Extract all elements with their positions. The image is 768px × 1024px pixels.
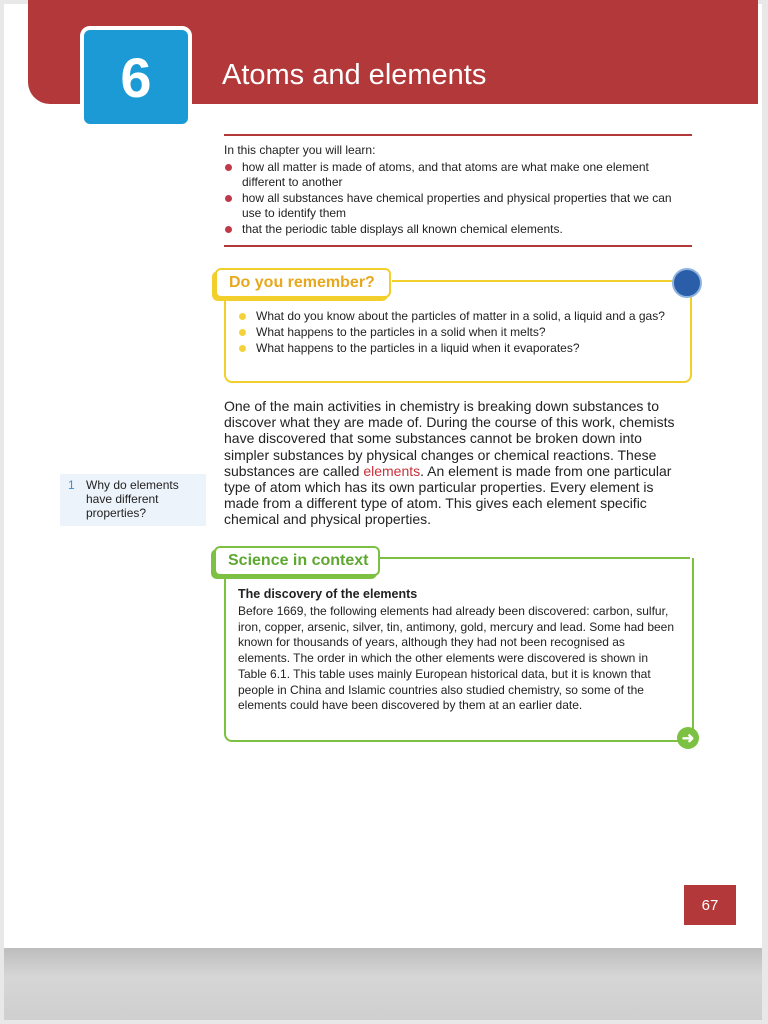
learning-item-text: how all matter is made of atoms, and that atoms are what make one element different to another	[242, 160, 649, 189]
bullet-icon	[225, 195, 232, 202]
bullet-icon	[239, 313, 246, 320]
learning-item-text: that the periodic table displays all known chemical elements.	[242, 222, 563, 236]
learning-item	[224, 222, 692, 237]
remember-box-top-border	[392, 280, 688, 282]
margin-question-number: 1	[68, 478, 75, 492]
chapter-number-box	[80, 26, 192, 128]
scan-bottom-shadow	[4, 948, 762, 1020]
remember-list	[238, 309, 674, 357]
chapter-number: 6	[120, 45, 152, 109]
science-context-title: Science in context	[214, 546, 380, 576]
body-text-before: One of the main activities in chemistry is breaking down substances to discover what they are made of. During the course of this work, chemists have discovered that some substances cannot be broken down into simpler substances by physical changes or chemical reactions. These substances are called	[224, 398, 675, 479]
bullet-icon	[239, 329, 246, 336]
learning-intro: In this chapter you will learn:	[224, 143, 376, 157]
learning-list	[224, 160, 692, 237]
learning-objectives	[224, 134, 692, 247]
remember-item-text: What happens to the particles in a solid when it melts?	[256, 325, 546, 339]
bullet-icon	[225, 226, 232, 233]
bullet-icon	[239, 345, 246, 352]
context-heading: The discovery of the elements	[238, 587, 418, 601]
margin-question	[60, 474, 206, 526]
arrow-right-icon[interactable]: ➜	[677, 727, 699, 749]
context-text: Before 1669, the following elements had already been discovered: carbon, sulfur, iron, copper, arsenic, silver, tin, antimony, gold, mercury and lead. Some had been known for thousands of years, although they had not been recognised as elements. The order in which the other elements were discovered is shown in Table 6.1. This table uses mainly European historical data, but it is known that people in China and Islamic countries also studied chemistry, so some of the elements could have been discovered by them at an earlier date.	[238, 604, 675, 713]
body-paragraph	[224, 398, 690, 528]
remember-item	[238, 309, 674, 324]
learning-item-text: how all substances have chemical properties and physical properties that we can use to identify them	[242, 191, 672, 220]
remember-item	[238, 341, 674, 356]
body-text-after: . An element is made from one particular type of atom which has its own particular properties. Every element is made from a different type of atom. This gives each element specific chemical and physical properties.	[224, 462, 672, 528]
learning-item	[224, 191, 692, 221]
page-number: 67	[684, 885, 736, 925]
remember-item-text: What happens to the particles in a liquid when it evaporates?	[256, 341, 580, 355]
margin-question-text: Why do elements have different properties?	[86, 478, 179, 520]
chapter-title: Atoms and elements	[222, 59, 487, 91]
learning-item	[224, 160, 692, 190]
remember-item-text: What do you know about the particles of matter in a solid, a liquid and a gas?	[256, 309, 665, 323]
circle-marker-icon	[672, 268, 702, 298]
remember-box-title: Do you remember?	[215, 268, 391, 298]
key-term-elements: elements	[363, 462, 421, 479]
bullet-icon	[225, 164, 232, 171]
remember-item	[238, 325, 674, 340]
